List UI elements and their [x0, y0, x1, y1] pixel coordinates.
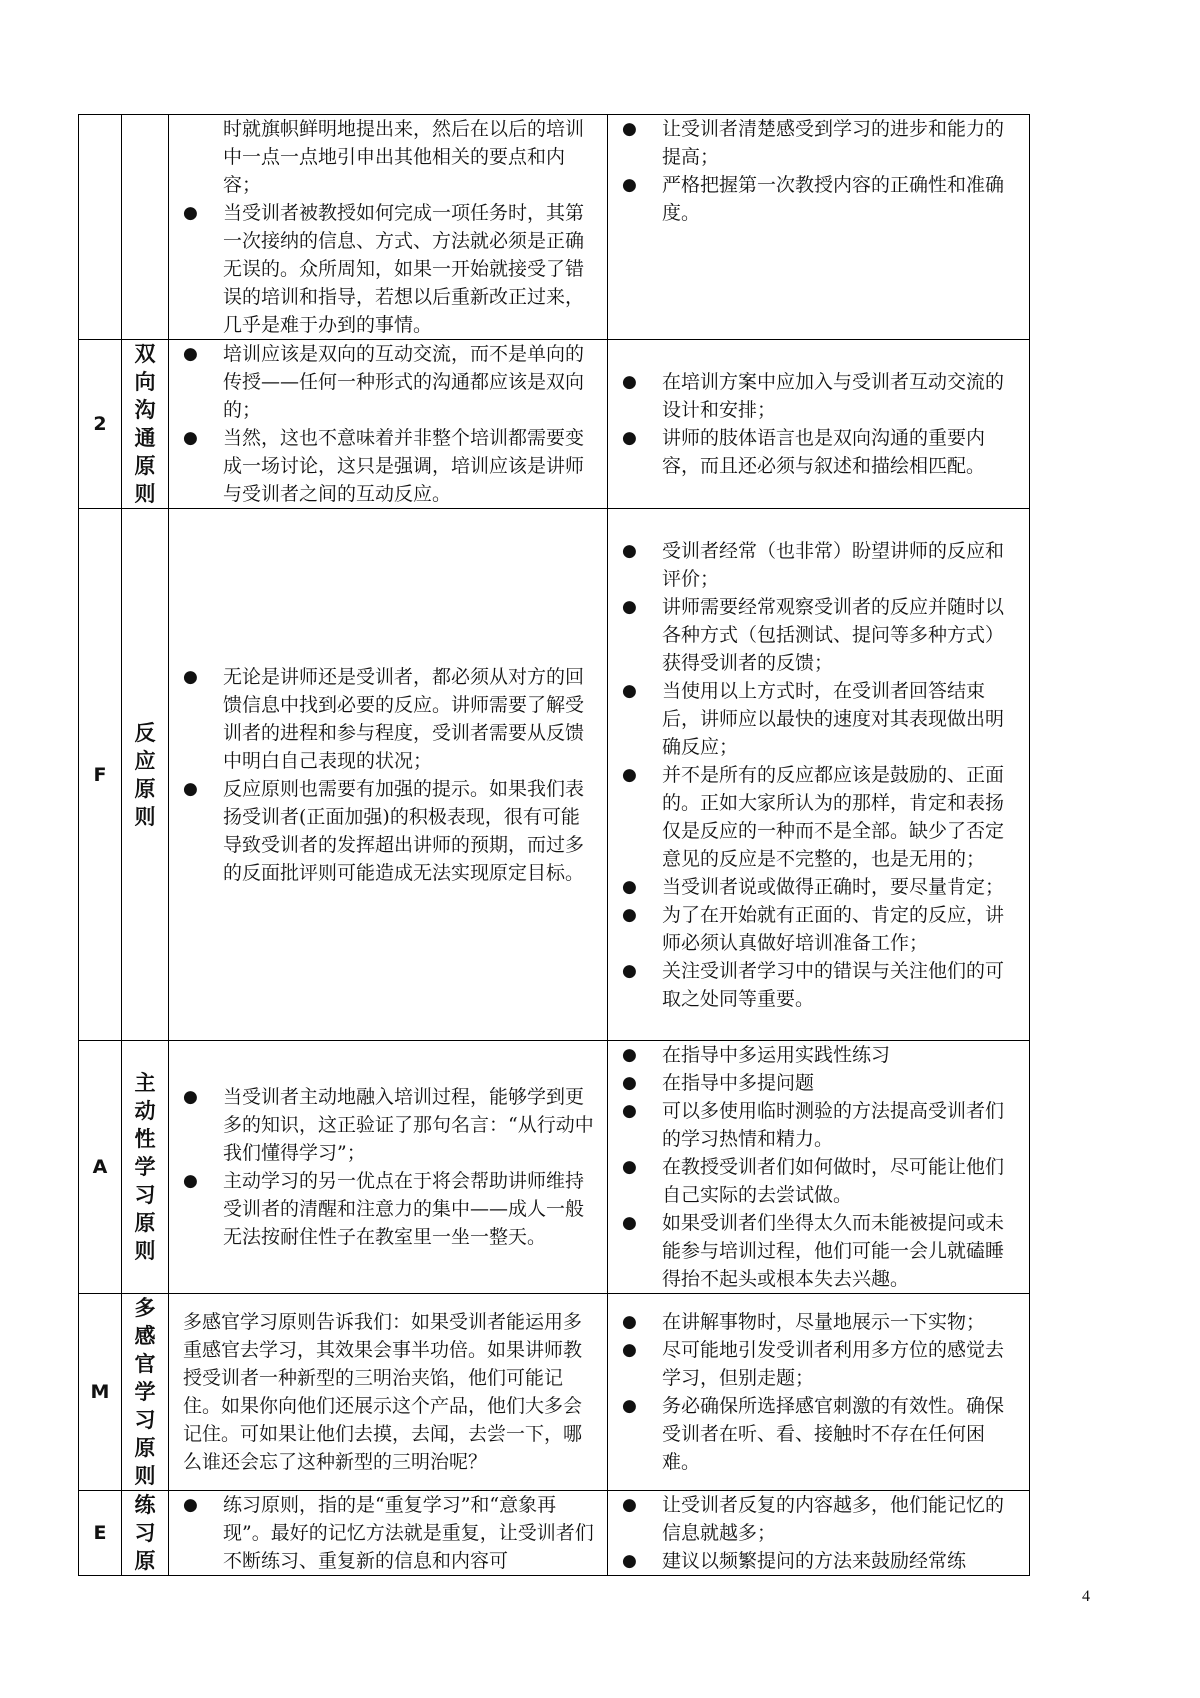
description-bullet: ● 无论是讲师还是受训者，都必须从对方的回馈信息中找到必要的反应。讲师需要了解受训者的进程和参与程度，受训者需要从反馈中明白自己表现的状况；: [169, 663, 607, 775]
row-description: [169, 1491, 608, 1576]
tip-bullet: ● 建议以频繁提问的方法来鼓励经常练: [608, 1547, 1029, 1575]
tip-bullet: ● 让受训者清楚感受到学习的进步和能力的提高；: [608, 115, 1029, 171]
name-char: 则: [134, 1464, 156, 1488]
name-char: 沟: [134, 398, 156, 422]
tip-bullet: ● 务必确保所选择感官刺激的有效性。确保受训者在听、看、接触时不存在任何困难。: [608, 1392, 1029, 1476]
description-bullet: ● 当受训者主动地融入培训过程，能够学到更多的知识，这正验证了那句名言：“从行动中我们懂得学习”；: [169, 1083, 607, 1167]
description-paragraph: 多感官学习原则告诉我们：如果受训者能运用多重感官去学习，其效果会事半功倍。如果讲师教授受训者一种新型的三明治夹馅，他们可能记住。如果你向他们还展示这个产品，他们大多会记住。可如果让他们去摸，去闻，去尝一下，哪么谁还会忘了这种新型的三明治呢？: [183, 1311, 583, 1473]
name-char: 则: [134, 1239, 156, 1263]
row-principle-name: [122, 1491, 169, 1576]
row-principle-name: [122, 1041, 169, 1294]
name-char: 官: [134, 1352, 156, 1376]
row-tips: [608, 509, 1030, 1041]
name-char: 原: [134, 1436, 156, 1460]
tip-bullet: ● 讲师的肢体语言也是双向沟通的重要内容，而且还必须与叙述和描绘相匹配。: [608, 424, 1029, 480]
row-principle-name: [122, 115, 169, 340]
name-char: 则: [134, 804, 156, 829]
tip-bullet: ● 让受训者反复的内容越多，他们能记忆的信息就越多；: [608, 1491, 1029, 1547]
name-char: 学: [134, 1155, 156, 1179]
name-char: 原: [134, 776, 156, 801]
description-bullet: ● 培训应该是双向的互动交流，而不是单向的传授——任何一种形式的沟通都应该是双向的；: [169, 340, 607, 424]
row-principle-name: [122, 509, 169, 1041]
name-char: 应: [134, 748, 156, 773]
row-tips: [608, 115, 1030, 340]
description-bullet: ● 反应原则也需要有加强的提示。如果我们表扬受训者(正面加强)的积极表现，很有可能导致受训者的发挥超出讲师的预期，而过多的反面批评则可能造成无法实现原定目标。: [169, 775, 607, 887]
row-description: [169, 509, 608, 1041]
row-description: [169, 1041, 608, 1294]
row-principle-name: [122, 1294, 169, 1491]
tip-bullet: ● 讲师需要经常观察受训者的反应并随时以各种方式（包括测试、提问等多种方式）获得受训者的反馈；: [608, 593, 1029, 677]
name-char: 原: [134, 1549, 156, 1573]
description-bullet: ● 主动学习的另一优点在于将会帮助讲师维持受训者的清醒和注意力的集中——成人一般无法按耐住性子在教室里一坐一整天。: [169, 1167, 607, 1251]
row-code: F: [79, 509, 122, 1041]
table-row: [79, 1294, 1030, 1491]
tip-bullet: ● 可以多使用临时测验的方法提高受训者们的学习热情和精力。: [608, 1097, 1029, 1153]
name-char: 感: [134, 1324, 156, 1348]
table-row: [79, 1041, 1030, 1294]
principles-table: [78, 114, 1030, 1576]
name-char: 则: [134, 482, 156, 506]
description-bullet: ● 当受训者被教授如何完成一项任务时，其第一次接纳的信息、方式、方法就必须是正确无误的。众所周知，如果一开始就接受了错误的培训和指导，若想以后重新改正过来，几乎是难于办到的事情。: [169, 199, 607, 339]
tip-bullet: ● 在讲解事物时，尽量地展示一下实物；: [608, 1308, 1029, 1336]
row-principle-name: [122, 340, 169, 509]
name-char: 习: [134, 1408, 156, 1432]
tip-bullet: ● 如果受训者们坐得太久而未能被提问或未能参与培训过程，他们可能一会儿就磕睡得抬不起头或根本失去兴趣。: [608, 1209, 1029, 1293]
row-code: 2: [79, 340, 122, 509]
page-number: 4: [1082, 1588, 1090, 1605]
description-bullet: ● 练习原则，指的是“重复学习”和“意象再现”。最好的记忆方法就是重复，让受训者们不断练习、重复新的信息和内容可: [169, 1491, 607, 1575]
tip-bullet: ● 在指导中多运用实践性练习: [608, 1041, 1029, 1069]
tip-bullet: ● 当使用以上方式时，在受训者回答结束后，讲师应以最快的速度对其表现做出明确反应；: [608, 677, 1029, 761]
row-tips: [608, 1491, 1030, 1576]
tip-bullet: ● 在教授受训者们如何做时，尽可能让他们自己实际的去尝试做。: [608, 1153, 1029, 1209]
row-code: [79, 115, 122, 340]
name-char: 向: [134, 370, 156, 394]
name-char: 性: [134, 1127, 156, 1151]
tip-bullet: ● 关注受训者学习中的错误与关注他们的可取之处同等重要。: [608, 957, 1029, 1013]
name-char: 主: [134, 1071, 156, 1095]
name-char: 学: [134, 1380, 156, 1404]
name-char: 反: [134, 720, 156, 745]
row-tips: [608, 1294, 1030, 1491]
tip-bullet: ● 当受训者说或做得正确时，要尽量肯定；: [608, 873, 1029, 901]
row-code: M: [79, 1294, 122, 1491]
table-row: [79, 1491, 1030, 1576]
description-continuation: 时就旗帜鲜明地提出来，然后在以后的培训中一点一点地引申出其他相关的要点和内容；: [223, 118, 585, 196]
name-char: 双: [134, 342, 156, 366]
tip-bullet: ● 在指导中多提问题: [608, 1069, 1029, 1097]
row-tips: [608, 340, 1030, 509]
tip-bullet: ● 受训者经常（也非常）盼望讲师的反应和评价；: [608, 537, 1029, 593]
row-code: A: [79, 1041, 122, 1294]
name-char: 原: [134, 1211, 156, 1235]
row-description: [169, 115, 608, 340]
tip-bullet: ● 严格把握第一次教授内容的正确性和准确度。: [608, 171, 1029, 227]
row-description: [169, 1294, 608, 1491]
tip-bullet: ● 在培训方案中应加入与受训者互动交流的设计和安排；: [608, 368, 1029, 424]
tip-bullet: ● 并不是所有的反应都应该是鼓励的、正面的。正如大家所认为的那样，肯定和表扬仅是反应的一种而不是全部。缺少了否定意见的反应是不完整的，也是无用的；: [608, 761, 1029, 873]
name-char: 习: [134, 1521, 156, 1545]
table-row: [79, 340, 1030, 509]
tip-bullet: ● 尽可能地引发受训者利用多方位的感觉去学习，但别走题；: [608, 1336, 1029, 1392]
row-description: [169, 340, 608, 509]
table-row: [79, 509, 1030, 1041]
name-char: 习: [134, 1183, 156, 1207]
row-code: E: [79, 1491, 122, 1576]
tip-bullet: ● 为了在开始就有正面的、肯定的反应，讲师必须认真做好培训准备工作；: [608, 901, 1029, 957]
table-row: [79, 115, 1030, 340]
name-char: 多: [134, 1296, 156, 1320]
name-char: 练: [134, 1493, 156, 1517]
name-char: 动: [134, 1099, 156, 1123]
name-char: 原: [134, 454, 156, 478]
row-tips: [608, 1041, 1030, 1294]
name-char: 通: [134, 426, 156, 450]
description-bullet: ● 当然，这也不意味着并非整个培训都需要变成一场讨论，这只是强调，培训应该是讲师与受训者之间的互动反应。: [169, 424, 607, 508]
